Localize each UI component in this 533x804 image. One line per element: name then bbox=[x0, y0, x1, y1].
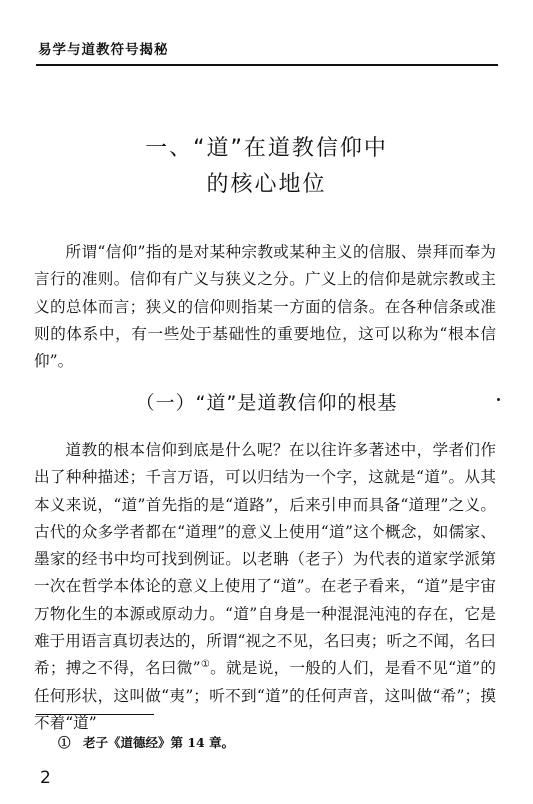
section-title-line2: 的核心地位 bbox=[206, 172, 327, 197]
footnote: ① 老子《道德经》第 14 章。 bbox=[58, 735, 235, 750]
body-paragraph bbox=[34, 437, 496, 737]
intro-paragraph-text: 所谓“信仰”指的是对某种宗教或某种主义的信服、崇拜而奉为言行的准则。信仰有广义与狭义之分。广义上的信仰是就宗教或主义的总体而言；狭义的信仰则指某一方面的信条。在各种信条或准则的体系中，有一些处于基础性的重要地位，这可以称为“根本信仰”。 bbox=[34, 243, 496, 371]
stray-dot bbox=[497, 398, 500, 401]
footnote-rule bbox=[36, 714, 154, 715]
running-header: 易学与道教符号揭秘 bbox=[38, 42, 169, 58]
body-paragraph-text-after-note: 。就是说，一般的人们，是看不见“道”的任何形状，这叫做“夷”；听不到“道”的任何声音，这叫做“希”；摸不着“道” bbox=[34, 659, 497, 732]
page-number: 2 bbox=[40, 768, 51, 788]
body-paragraph-text-before-note: 道教的根本信仰到底是什么呢？在以往许多著述中，学者们作出了种种描述；千言万语，可以归结为一个字，这就是“道”。从其本义来说，“道”首先指的是“道路”，后来引申而具备“道理”之义。古代的众多学者都在“道理”的意义上使用“道”这个概念，如儒家、墨家的经书中均可找到例证。以老聃（老子）为代表的道家学派第一次在哲学本体论的意义上使用了“道”。在老子看来，“道”是宇宙万物化生的本源或原动力。“道”自身是一种混混沌沌的存在，它是难于用语言真切表达的，所谓“视之不见，名曰夷；听之不闻，名曰希；搏之不得，名曰微” bbox=[34, 441, 496, 678]
footnote-marker: ① bbox=[200, 659, 211, 671]
section-title-line1: 一、“道”在道教信仰中 bbox=[145, 136, 388, 161]
subsection-title: （一）“道”是道教信仰的根基 bbox=[135, 392, 398, 414]
intro-paragraph bbox=[34, 239, 496, 375]
header-rule bbox=[36, 64, 498, 66]
